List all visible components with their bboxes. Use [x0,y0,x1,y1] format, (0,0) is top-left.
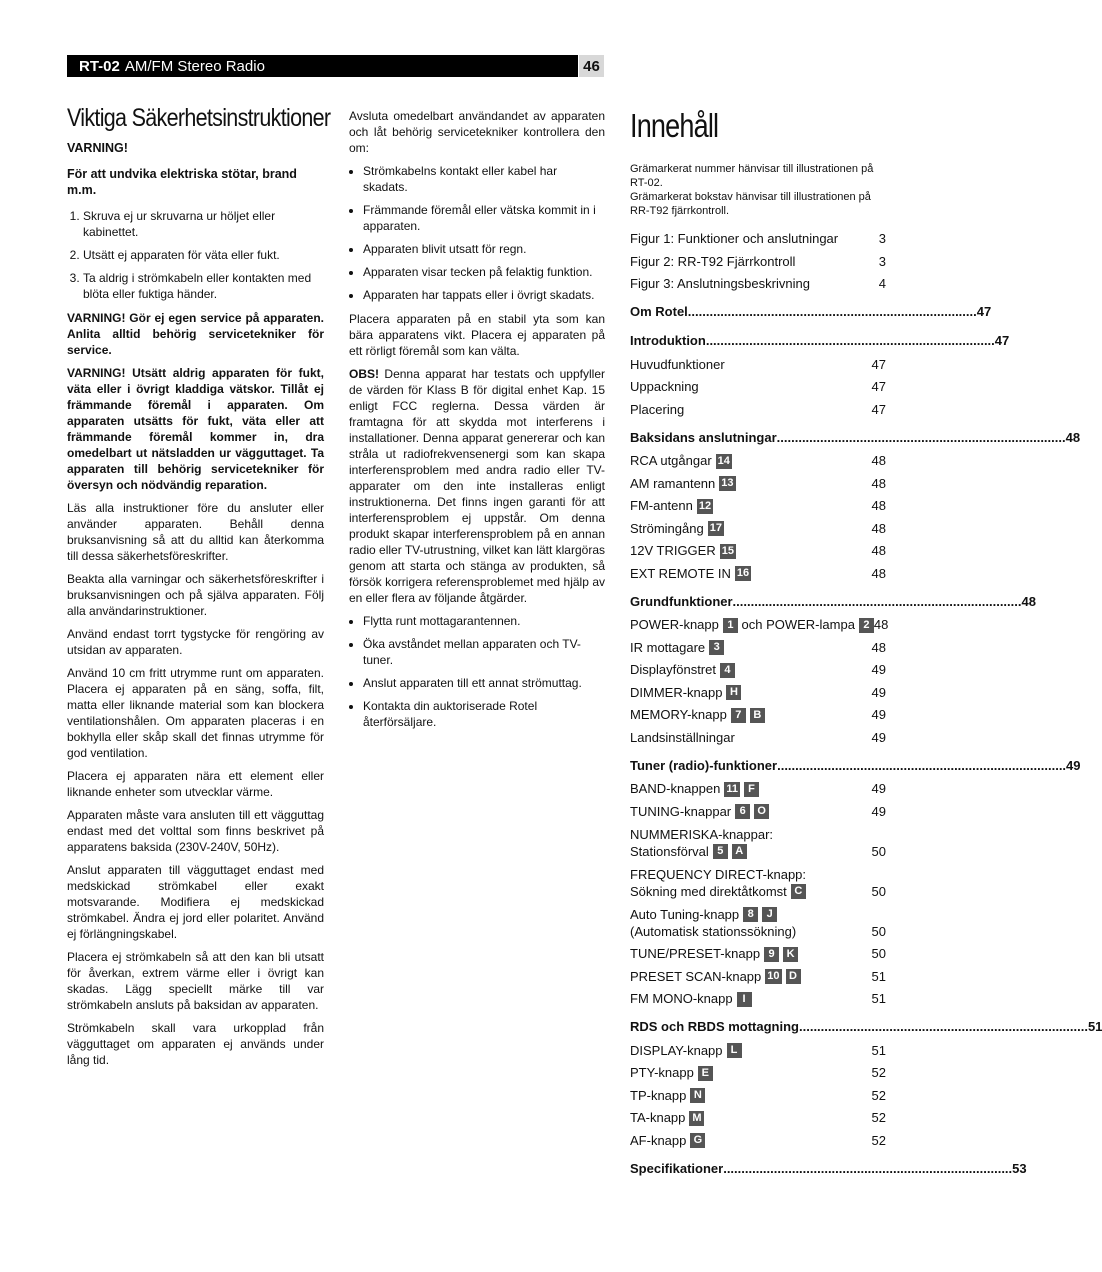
safety-column [67,104,331,1075]
toc-label: Baksidans anslutningar ..... [630,430,1066,446]
toc-entry[interactable] [630,1062,886,1085]
toc-entry[interactable] [630,614,889,637]
toc-label: Figur 1: Funktioner och anslutningar [630,231,839,247]
ref-badge: 15 [721,544,734,557]
toc-note [630,162,886,218]
list-item: 3. Ta aldrig i strömkabeln eller kontakten med blöta eller fuktiga händer. [83,270,324,302]
ref-badge: I [737,992,752,1007]
paragraph: Anslut apparaten till vägguttaget endast med medskickad strömkabel eller exakt motsvarande. Modifiera ej medskickad strömkabel. Ändra ej jord eller polaritet. Använd ej förlängningskabel. [67,863,324,941]
toc-page: 48 [1065,429,1081,445]
paragraph: Placera ej apparaten nära ett element eller liknande enheter som utvecklar värme. [67,769,324,799]
paragraph: Avsluta omedelbart användandet av apparaten och låt behörig servicetekniker kontrollera den om: [349,109,605,155]
toc-entry[interactable] [630,823,886,863]
model-name: RT-02 [79,57,120,75]
toc-label: Landsinställningar [630,729,735,745]
toc-entry[interactable] [630,450,886,473]
toc-label: POWER-knapp [630,617,719,633]
toc-entry[interactable] [630,637,886,660]
ref-badge: M [689,1111,704,1126]
ref-badge: B [750,708,765,723]
toc-entry[interactable] [630,778,886,801]
ref-badge: L [727,1043,742,1058]
toc-entry[interactable] [630,473,886,496]
toc-label: Placering [630,401,685,417]
toc-page: 47 [871,379,886,395]
toc-entry[interactable] [630,988,886,1011]
safety-title: Viktiga Säkerhetsinstruktioner [67,104,331,132]
toc-page: 48 [871,498,886,514]
toc-entry[interactable] [630,966,886,989]
toc-page: 51 [871,991,886,1007]
toc-page: 47 [994,333,1010,348]
toc-section[interactable] [630,329,1010,354]
list-item: 2. Utsätt ej apparaten för väta eller fukt. [83,247,324,263]
toc-label: Strömingång [630,520,704,536]
bullet-list [349,613,605,730]
toc-page: 48 [871,520,886,536]
toc-note-line: Grämarkerat bokstav hänvisar till illustrationen på RR-T92 fjärrkontroll. [630,191,871,217]
toc-label: Tuner (radio)-funktioner ..... [630,758,1066,774]
toc-page: 47 [976,304,992,319]
service-warning: VARNING! Gör ej egen service på apparaten. Anlita alltid behörig servicetekniker för service. [67,311,324,357]
ref-badge: 16 [736,567,750,580]
toc-entry[interactable] [630,682,886,705]
toc-entry[interactable] [630,540,886,563]
ref-badge: G [690,1133,705,1148]
ref-badge: C [791,884,806,899]
warning-heading: VARNING! [67,141,128,155]
toc-label: Grundfunktioner ..... [630,594,1022,610]
toc-page: 50 [871,924,886,939]
toc-section[interactable] [630,425,1081,450]
toc-entry[interactable] [630,354,886,377]
toc-page: 47 [871,356,886,372]
bullet-list [349,163,605,303]
paragraph: Använd 10 cm fritt utrymme runt om apparaten. Placera ej apparaten på en säng, soffa, filt, matta eller liknande material som kan blockera ventilationshålen. Om apparaten placeras i en bokhylla eller skåp skall det finnas utrymme för god ventilation. [67,666,324,760]
toc-label: Stationsförval [630,844,709,859]
ref-badge: K [783,947,798,962]
toc-label: Figur 2: RR-T92 Fjärrkontroll [630,253,796,269]
toc-column [630,104,1102,1181]
ref-badge: 4 [720,663,735,678]
toc-page: 49 [871,662,886,678]
toc-page: 51 [871,1042,886,1058]
toc-page: 48 [871,543,886,559]
toc-label: NUMMERISKA-knappar: [630,827,774,842]
ref-badge: D [786,969,801,984]
toc-page: 4 [878,276,886,292]
toc-label: Uppackning [630,379,699,395]
toc-page: 3 [878,253,886,269]
toc-note-line: Grämarkerat nummer hänvisar till illustrationen på RT-02. [630,163,874,189]
toc-page: 49 [1066,757,1081,773]
list-item: 1. Skruva ej ur skruvarna ur höljet eller kabinettet. [83,208,324,240]
ref-badge: 1 [723,618,738,633]
ref-badge: 11 [726,782,738,795]
toc-label: FREQUENCY DIRECT-knapp: [630,867,807,882]
toc-label: Introduktion ..... [630,333,995,349]
toc-entry[interactable] [630,1085,886,1108]
toc-page: 51 [871,968,886,984]
toc-entry[interactable] [630,495,886,518]
toc-label: TA-knapp [630,1110,686,1126]
toc-page: 48 [871,565,886,581]
ref-badge: 10 [767,970,780,983]
toc-label: PTY-knapp [630,1065,694,1081]
ref-badge: 7 [731,708,746,723]
toc-label: Specifikationer ..... [630,1161,1012,1177]
toc-entry[interactable] [630,943,886,966]
ref-badge: O [754,804,769,819]
toc-label: Om Rotel ..... [630,304,977,320]
toc-page: 50 [871,844,886,859]
toc-page: 49 [871,781,886,797]
toc-page: 50 [871,884,886,899]
toc-page: 52 [871,1132,886,1148]
toc-label: TUNING-knappar [630,803,732,819]
model-subtitle: AM/FM Stereo Radio [124,57,265,75]
toc-label: FM MONO-knapp [630,991,733,1007]
obs-paragraph [349,366,605,606]
toc-label: AF-knapp [630,1132,687,1148]
paragraph: Beakta alla varningar och säkerhetsföreskrifter i bruksanvisningen och på själva apparaten. Följ alla användarinstruktioner. [67,572,324,618]
toc-section[interactable] [630,1156,1027,1181]
ref-badge: 13 [721,477,734,490]
toc-entry[interactable] [630,399,886,422]
toc-label: DIMMER-knapp [630,684,723,700]
list-item: • Apparaten visar tecken på felaktig funktion. [363,264,605,280]
ref-badge: 14 [717,454,730,467]
ref-badge: A [732,844,747,859]
toc-label: TUNE/PRESET-knapp [630,946,761,962]
list-item: • Apparaten blivit utsatt för regn. [363,241,605,257]
ref-badge: F [744,782,759,797]
ref-badge: 3 [709,640,724,655]
toc-entry[interactable] [630,376,886,399]
header-bar [67,55,578,77]
toc-entry[interactable] [630,727,886,750]
toc-entry[interactable] [630,863,886,903]
ref-badge: 12 [698,499,712,512]
toc-label: DISPLAY-knapp [630,1042,723,1058]
toc-page: 52 [871,1065,886,1081]
toc-entry[interactable] [630,251,886,274]
toc-page: 50 [871,946,886,962]
page-number: 46 [579,55,604,77]
paragraph: Placera ej strömkabeln så att den kan bli utsatt för åverkan, extrem värme eller i övrigt kan skadas. Lägg speciellt märke till var strömkabeln ansluts på baksidan av apparaten. [67,950,324,1012]
paragraph: Läs alla instruktioner före du ansluter eller använder apparaten. Behåll denna bruksanvisning så att du alltid kan återkomma till dessa säkerhetsföreskrifter. [67,501,324,563]
toc-label: RDS och RBDS mottagning ..... [630,1019,1088,1035]
toc-label: FM-antenn [630,498,693,514]
toc-label: Displayfönstret [630,662,716,678]
toc-entry[interactable] [630,228,886,251]
toc-page: 53 [1012,1160,1027,1176]
list-item: • Öka avståndet mellan apparaten och TV-tuner. [363,636,605,668]
toc-page: 48 [871,475,886,491]
ref-badge: N [690,1088,705,1103]
list-item: • Strömkabelns kontakt eller kabel har skadats. [363,163,605,195]
toc-page: 47 [871,401,886,417]
toc-label: RCA utgångar [630,453,712,469]
ref-badge: 5 [713,844,728,859]
toc-page: 49 [871,729,886,745]
safety-column-2 [349,108,605,738]
list-item: • Främmande föremål eller vätska kommit in i apparaten. [363,202,605,234]
toc-label: IR mottagare [630,639,706,655]
toc-label: 12V TRIGGER [630,543,716,559]
toc-label: TP-knapp [630,1087,687,1103]
toc-page: 48 [873,617,889,633]
ref-badge: 2 [859,618,874,633]
toc-label: EXT REMOTE IN [630,565,731,581]
toc-section[interactable] [630,589,1036,614]
paragraph: Apparaten måste vara ansluten till ett vägguttag endast med det volttal som finns beskrivet på apparatens baksida (230V-240V, 50Hz). [67,808,324,854]
toc-page: 52 [871,1110,886,1126]
toc-entry[interactable] [630,273,886,296]
list-item: • Anslut apparaten till ett annat strömuttag. [363,675,605,691]
obs-text: Denna apparat har testats och uppfyller de värden för Klass B för digital enhet Kap. 15 enligt FCC reglerna. Dessa värden är framtagna för att skydda mot interferens i installationer. Denna apparat genererar och kan stråla ut radiofrekvensenergi som kan skapa interferensproblem med andra radio eller TV-apparater om den inte installeras enligt instruktionerna. Det finns ingen garanti för att interferensproblem ej uppstår. Om denna produkt skapar interferensproblem på en annan radio eller TV-utrustning, vilket kan lätt klargöras genom att starta och stänga av produkten, så försök korrigera referensproblemet med hjälp av en eller flera av följande åtgärder. [349,367,605,605]
ref-badge: E [698,1066,713,1081]
toc-page: 48 [1021,593,1036,609]
toc-page: 52 [871,1087,886,1103]
toc-entry[interactable] [630,1107,886,1130]
toc-entry[interactable] [630,704,886,727]
toc-page: 51 [1087,1019,1102,1034]
toc-label: Figur 3: Anslutningsbeskrivning [630,276,810,292]
toc-label: Sökning med direktåtkomst [630,884,787,899]
toc-entry[interactable] [630,1130,886,1153]
toc-entry[interactable] [630,563,886,586]
toc-label: BAND-knappen [630,781,721,797]
toc-label: AM ramantenn [630,475,716,491]
toc-page: 49 [871,684,886,700]
safety-list [67,208,324,302]
toc-section[interactable] [630,300,992,325]
toc-section[interactable] [630,753,1081,778]
obs-label: OBS! [349,367,379,381]
ref-badge: H [726,685,741,700]
toc-page: 49 [871,803,886,819]
toc-label: Auto Tuning-knapp [630,907,740,922]
toc-page: 48 [871,453,886,469]
toc-entry[interactable] [630,903,886,943]
list-item: • Apparaten har tappats eller i övrigt skadats. [363,287,605,303]
toc-label: (Automatisk stationssökning) [630,924,797,939]
toc-page: 49 [871,707,886,723]
toc-label: MEMORY-knapp [630,707,727,723]
toc-label: PRESET SCAN-knapp [630,968,762,984]
toc-entry[interactable] [630,801,886,824]
list-item: • Flytta runt mottagarantennen. [363,613,605,629]
toc-section[interactable] [630,1015,1102,1040]
paragraph: Använd endast torrt tygstycke för rengöring av utsidan av apparaten. [67,627,324,657]
paragraph: Strömkabeln skall vara urkopplad från vägguttaget om apparaten ej används under lång tid. [67,1021,324,1067]
paragraph: Placera apparaten på en stabil yta som kan bära apparatens vikt. Placera ej apparaten på ett rörligt föremål som kan välta. [349,312,605,358]
toc-title: Innehåll [630,107,719,144]
ref-badge: J [762,907,777,922]
ref-badge: 9 [764,947,779,962]
toc-entry[interactable] [630,1040,886,1063]
toc-label: Huvudfunktioner [630,356,725,372]
ref-badge: 8 [743,907,758,922]
ref-badge: 17 [709,522,722,535]
toc-page: 48 [871,639,886,655]
toc-label: och POWER-lampa [741,617,855,633]
toc-page: 3 [878,231,886,247]
list-item: • Kontakta din auktoriserade Rotel återförsäljare. [363,698,605,730]
warning-subheading: För att undvika elektriska stötar, brand m.m. [67,167,297,197]
toc-entry[interactable] [630,518,886,541]
toc-entry[interactable] [630,659,886,682]
moisture-warning: VARNING! Utsätt aldrig apparaten för fukt, väta eller i övrigt kladdiga vätskor. Tillåt ej främmande föremål i apparaten. Om apparaten utsätts för fukt, väta eller att främmande föremål kommer in, dra omedelbart ut nätsladden ur vägguttaget. Ta apparaten till behörig servicetekniker för översyn och nödvändig reparation. [67,366,324,492]
ref-badge: 6 [735,804,750,819]
